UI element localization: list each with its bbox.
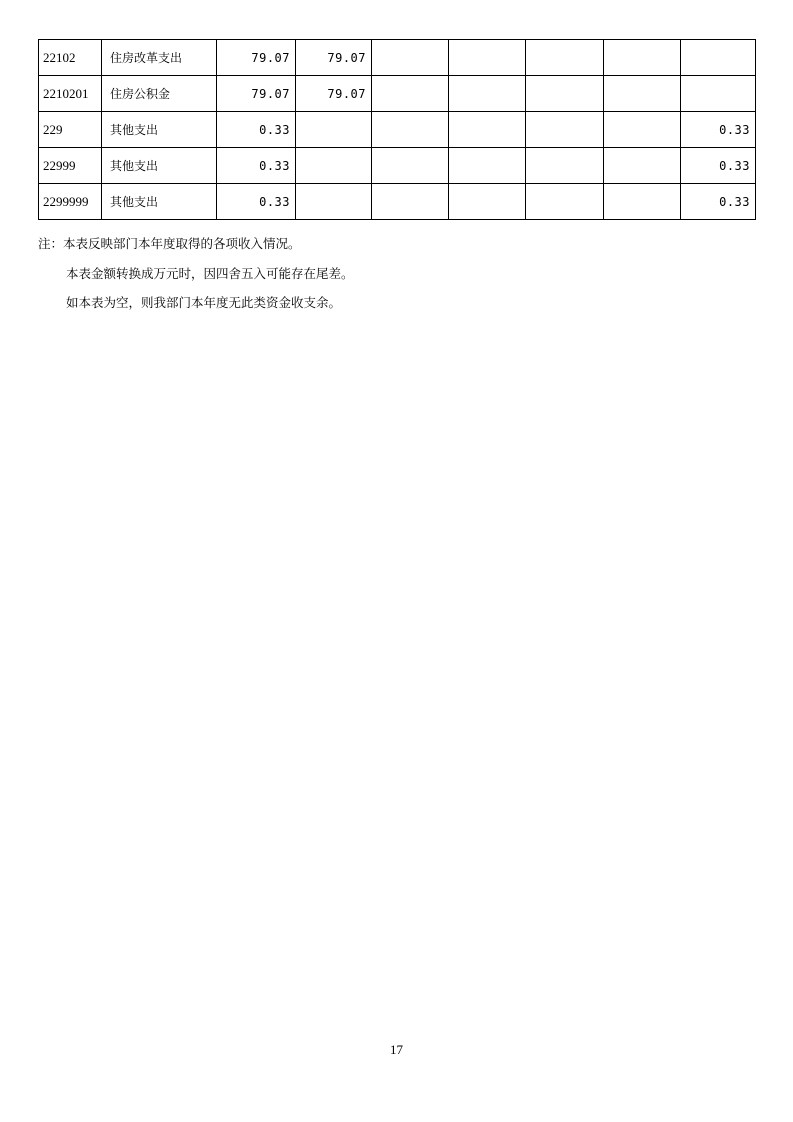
cell-amount-col3	[372, 184, 449, 220]
cell-amount-col3	[372, 40, 449, 76]
cell-function-code: 22999	[39, 148, 102, 184]
cell-amount-col5	[526, 40, 604, 76]
cell-amount-col7: 0.33	[681, 112, 756, 148]
cell-function-name: 住房公积金	[102, 76, 217, 112]
cell-amount-col4	[449, 184, 526, 220]
income-table	[38, 39, 756, 220]
page-number: 17	[390, 1042, 403, 1057]
cell-amount-col5	[526, 184, 604, 220]
cell-amount-col7	[681, 40, 756, 76]
cell-amount-col4	[449, 40, 526, 76]
cell-amount-col3	[372, 112, 449, 148]
note-line-empty: 如本表为空，则我部门本年度无此类资金收支余。	[66, 295, 342, 310]
cell-amount-col4	[449, 112, 526, 148]
cell-amount-col2	[296, 112, 372, 148]
cell-function-name: 其他支出	[102, 112, 217, 148]
cell-amount-col4	[449, 76, 526, 112]
cell-amount-col4	[449, 148, 526, 184]
table-row	[39, 184, 756, 220]
table-notes	[38, 234, 354, 323]
table-row	[39, 76, 756, 112]
cell-amount-col5	[526, 76, 604, 112]
cell-amount-col7: 0.33	[681, 184, 756, 220]
cell-amount-col5	[526, 148, 604, 184]
note-line-rounding: 本表金额转换成万元时，因四舍五入可能存在尾差。	[66, 265, 354, 281]
cell-amount-col2	[296, 148, 372, 184]
cell-amount-col2	[296, 184, 372, 220]
cell-amount-col2: 79.07	[296, 76, 372, 112]
cell-amount-col6	[604, 112, 681, 148]
cell-amount-col7	[681, 76, 756, 112]
table-body	[39, 40, 756, 220]
cell-amount-total: 0.33	[217, 184, 296, 220]
cell-amount-col3	[372, 148, 449, 184]
cell-function-name: 住房改革支出	[102, 40, 217, 76]
table-row	[39, 40, 756, 76]
cell-amount-total: 79.07	[217, 40, 296, 76]
cell-amount-col6	[604, 40, 681, 76]
cell-amount-col7: 0.33	[681, 148, 756, 184]
cell-function-code: 229	[39, 112, 102, 148]
cell-function-code: 2210201	[39, 76, 102, 112]
cell-amount-col3	[372, 76, 449, 112]
cell-amount-col5	[526, 112, 604, 148]
cell-amount-total: 0.33	[217, 112, 296, 148]
cell-function-name: 其他支出	[102, 148, 217, 184]
cell-function-code: 2299999	[39, 184, 102, 220]
table-row	[39, 112, 756, 148]
cell-function-code: 22102	[39, 40, 102, 76]
cell-amount-col6	[604, 184, 681, 220]
cell-amount-col6	[604, 76, 681, 112]
cell-amount-col6	[604, 148, 681, 184]
table-row	[39, 148, 756, 184]
cell-amount-total: 0.33	[217, 148, 296, 184]
note-line-scope: 注：本表反映部门本年度取得的各项收入情况。	[38, 236, 301, 251]
cell-amount-total: 79.07	[217, 76, 296, 112]
cell-function-name: 其他支出	[102, 184, 217, 220]
cell-amount-col2: 79.07	[296, 40, 372, 76]
